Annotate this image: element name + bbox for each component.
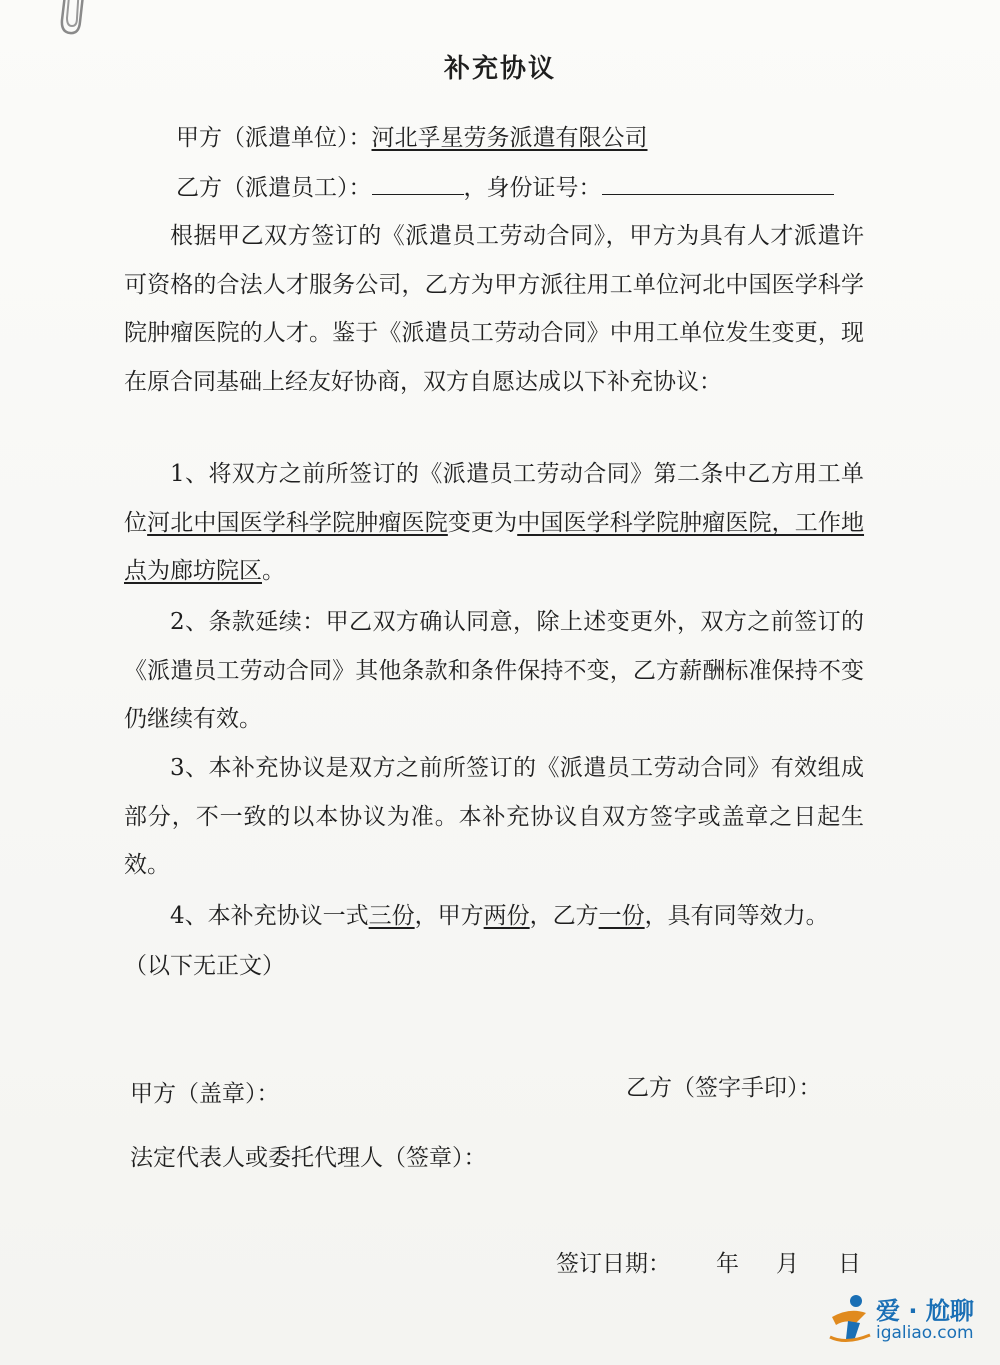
date-day: 日 [838, 1251, 861, 1277]
clause-4-part3: ，乙方 [529, 903, 599, 929]
watermark [826, 1289, 986, 1351]
party-b-id-blank [602, 172, 834, 195]
party-a-label: 甲方（派遣单位）： [176, 125, 372, 151]
clause-4-part2: ，甲方 [414, 903, 484, 929]
watermark-brand: 爱 · 尬聊 [876, 1297, 974, 1325]
clause-1-new-unit: 中国医学科学院肿瘤医院，工作地点为廊坊院区 [124, 509, 865, 584]
document-title: 补充协议 [443, 54, 556, 84]
clause-1-prefix: 1、将双方之前所签订的《派遣员工劳动合同》第二条中乙方用工单位 [124, 461, 864, 536]
legal-rep-label: 法定代表人或委托代理人（签章）： [130, 1145, 487, 1171]
running-figure-logo-icon [826, 1293, 874, 1347]
party-b-sign-label: 乙方（签字手印）： [626, 1075, 822, 1101]
clause-4-copies: 三份 [368, 903, 415, 929]
clause-1 [124, 450, 864, 596]
clause-4-prefix: 4、本补充协议一式 [170, 903, 369, 929]
clause-4-a-copies: 两份 [483, 903, 530, 929]
date-month: 月 [776, 1251, 799, 1277]
clause-4 [124, 892, 864, 941]
party-b-id-label: ，身份证号： [463, 175, 602, 201]
clause-1-middle: 变更为 [447, 509, 518, 536]
clause-3: 3、本补充协议是双方之前所签订的《派遣员工劳动合同》有效组成部分，不一致的以本协议为准。本补充协议自双方签字或盖章之日起生效。 [124, 755, 864, 878]
date-label: 签订日期： [556, 1251, 671, 1277]
end-note: （以下无正文） [124, 953, 285, 979]
clause-2: 2、条款延续：甲乙双方确认同意，除上述变更外，双方之前签订的《派遣员工劳动合同》其他条款和条件保持不变，乙方薪酬标准保持不变仍继续有效。 [124, 609, 864, 732]
party-a-value: 河北孚星劳务派遣有限公司 [371, 125, 648, 151]
party-b-label: 乙方（派遣员工）： [176, 175, 372, 201]
party-a-seal-label: 甲方（盖章）： [130, 1081, 280, 1107]
clause-1-old-unit: 河北中国医学科学院肿瘤医院 [147, 509, 448, 536]
watermark-url: igaliao.com [876, 1323, 974, 1343]
clause-4-b-copies: 一份 [598, 903, 645, 929]
party-b-name-blank [372, 172, 464, 195]
date-year: 年 [716, 1251, 739, 1277]
intro-paragraph: 根据甲乙双方签订的《派遣员工劳动合同》，甲方为具有人才派遣许可资格的合法人才服务公司，乙方为甲方派往用工单位河北中国医学科学院肿瘤医院的人才。鉴于《派遣员工劳动合同》中用工单位发生变更，现在原合同基础上经友好协商，双方自愿达成以下补充协议： [124, 223, 864, 395]
paperclip-icon [52, 0, 92, 40]
party-b-line [176, 172, 834, 204]
party-a-line [176, 122, 648, 154]
clause-1-suffix: 。 [262, 558, 285, 584]
clause-4-suffix: ，具有同等效力。 [644, 903, 829, 929]
